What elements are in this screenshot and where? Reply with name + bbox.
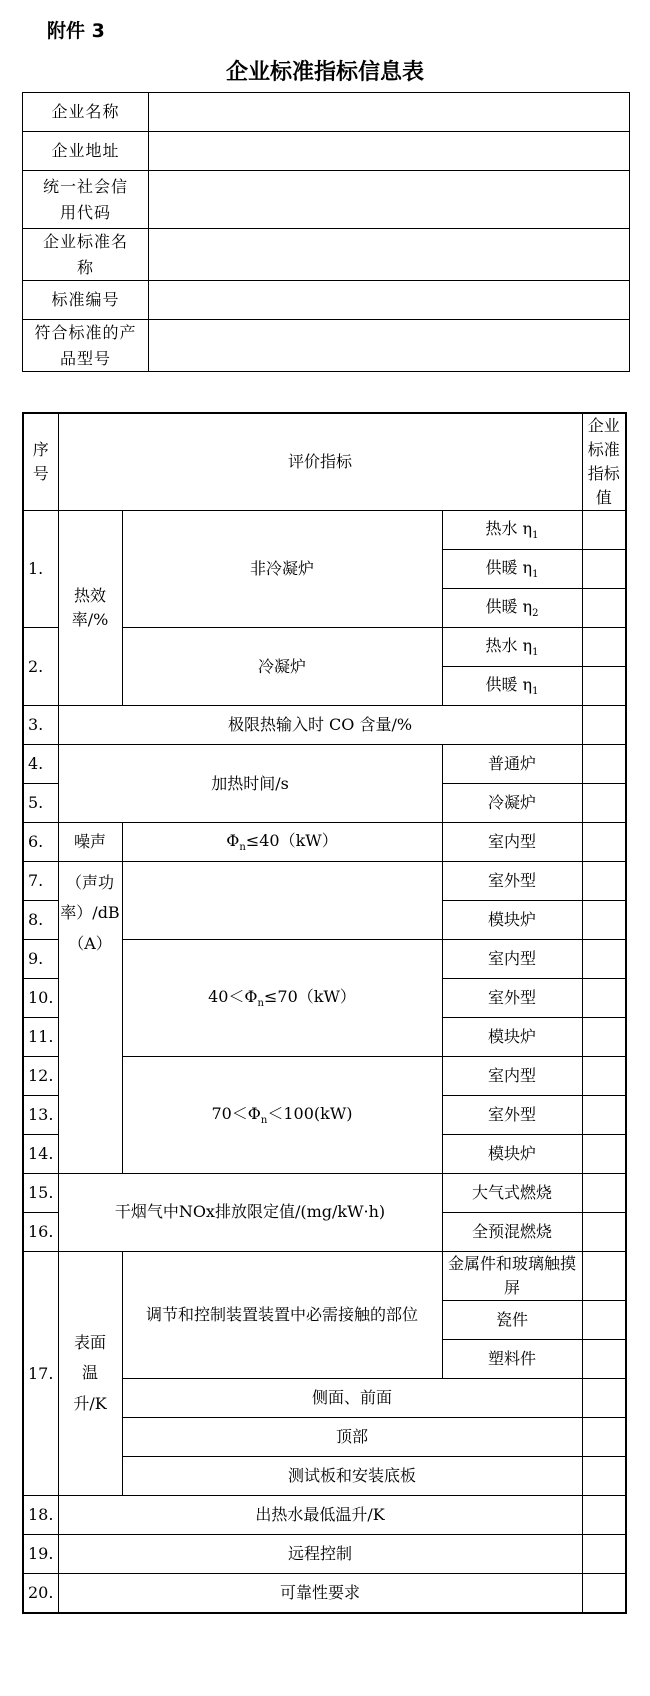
value-cell[interactable]: [582, 1018, 626, 1057]
info-value[interactable]: [149, 171, 630, 229]
item-text: 热水 η: [485, 518, 533, 538]
value-cell[interactable]: [582, 1057, 626, 1096]
item-subscript: 1: [532, 686, 539, 698]
info-value[interactable]: [149, 93, 630, 132]
row-number: 10.: [23, 979, 58, 1018]
subgroup-text: ≤40（kW）: [245, 830, 338, 850]
row-number: 8.: [23, 901, 58, 940]
item-cell: 室内型: [442, 1057, 582, 1096]
row-number: 17.: [23, 1252, 58, 1496]
subgroup-subscript: n: [260, 1115, 268, 1127]
info-label: 统一社会信用代码: [23, 171, 149, 229]
label-cell: 测试板和安装底板: [122, 1457, 582, 1496]
item-cell: [442, 511, 582, 550]
subgroup-cell: [122, 1057, 442, 1174]
item-cell: [442, 667, 582, 706]
subgroup-cell: [122, 940, 442, 1057]
item-cell: [442, 589, 582, 628]
group-cell: 干烟气中NOx排放限定值/(mg/kW·h): [58, 1174, 442, 1252]
row-number: 15.: [23, 1174, 58, 1213]
subgroup-subscript: n: [257, 998, 264, 1010]
value-cell[interactable]: [582, 628, 626, 667]
table-row: [23, 706, 626, 745]
row-number: 5.: [23, 784, 58, 823]
item-text: 供暖 η: [485, 557, 533, 577]
table-row: [23, 511, 626, 550]
label-cell: 极限热输入时 CO 含量/%: [58, 706, 582, 745]
table-row: [23, 1252, 626, 1301]
item-subscript: 1: [532, 569, 539, 581]
row-number: 18.: [23, 1496, 58, 1535]
table-row: [23, 823, 626, 862]
item-subscript: 2: [532, 608, 539, 620]
subgroup-cell: 非冷凝炉: [122, 511, 442, 628]
value-cell[interactable]: [582, 745, 626, 784]
header-value: 企业标准指标值: [582, 413, 626, 511]
value-cell[interactable]: [582, 1379, 626, 1418]
value-cell[interactable]: [582, 1457, 626, 1496]
value-cell[interactable]: [582, 511, 626, 550]
item-cell: 模块炉: [442, 1135, 582, 1174]
value-cell[interactable]: [582, 550, 626, 589]
row-number: 13.: [23, 1096, 58, 1135]
info-row: [23, 132, 630, 171]
info-label: 企业名称: [23, 93, 149, 132]
row-number: 7.: [23, 862, 58, 901]
subgroup-cell: [122, 823, 442, 862]
row-number: 4.: [23, 745, 58, 784]
value-cell[interactable]: [582, 784, 626, 823]
row-number: 3.: [23, 706, 58, 745]
subgroup-cell: 调节和控制装置装置中必需接触的部位: [122, 1252, 442, 1379]
row-number: 14.: [23, 1135, 58, 1174]
info-label: 企业地址: [23, 132, 149, 171]
item-text: 供暖 η: [485, 674, 533, 694]
row-number: 2.: [23, 628, 58, 706]
enterprise-info-table: [22, 92, 630, 372]
item-cell: 金属件和玻璃触摸屏: [442, 1252, 582, 1301]
item-cell: 冷凝炉: [442, 784, 582, 823]
item-subscript: 1: [532, 647, 539, 659]
group-cell: （声功率）/dB（A）: [58, 862, 122, 1174]
info-value[interactable]: [149, 132, 630, 171]
value-cell[interactable]: [582, 1496, 626, 1535]
table-row: [23, 1174, 626, 1213]
info-value[interactable]: [149, 281, 630, 320]
label-cell: 顶部: [122, 1418, 582, 1457]
item-cell: 普通炉: [442, 745, 582, 784]
subgroup-cell: 冷凝炉: [122, 628, 442, 706]
subgroup-text: 40＜Φ: [208, 986, 258, 1006]
value-cell[interactable]: [582, 1301, 626, 1340]
item-cell: [442, 628, 582, 667]
table-row: [23, 1574, 626, 1613]
item-cell: 塑料件: [442, 1340, 582, 1379]
item-text: 热水 η: [485, 635, 533, 655]
indicator-table: [22, 412, 627, 1614]
table-header-row: [23, 413, 626, 511]
value-cell[interactable]: [582, 1535, 626, 1574]
info-label: 符合标准的产品型号: [23, 320, 149, 372]
value-cell[interactable]: [582, 1213, 626, 1252]
info-value[interactable]: [149, 320, 630, 372]
group-cell: 加热时间/s: [58, 745, 442, 823]
subgroup-text: ＜100(kW): [267, 1103, 353, 1123]
group-cell: 热效率/%: [58, 511, 122, 706]
value-cell[interactable]: [582, 1174, 626, 1213]
table-row: [23, 862, 626, 901]
info-row: [23, 281, 630, 320]
value-cell[interactable]: [582, 589, 626, 628]
group-cell: 表面温升/K: [58, 1252, 122, 1496]
page-title: 企业标准指标信息表: [225, 60, 424, 85]
item-text: 供暖 η: [485, 596, 533, 616]
row-number: 9.: [23, 940, 58, 979]
item-cell: 模块炉: [442, 901, 582, 940]
info-row: [23, 229, 630, 281]
item-cell: 模块炉: [442, 1018, 582, 1057]
label-cell: 远程控制: [58, 1535, 582, 1574]
row-number: 1.: [23, 511, 58, 628]
item-cell: 室内型: [442, 823, 582, 862]
value-cell[interactable]: [582, 823, 626, 862]
value-cell[interactable]: [582, 940, 626, 979]
group-cell: 噪声: [58, 823, 122, 862]
attachment-label: 附件 3: [47, 20, 105, 42]
subgroup-text: Φ: [226, 830, 240, 850]
subgroup-text: 70＜Φ: [211, 1103, 261, 1123]
table-row: [23, 1535, 626, 1574]
header-seq: 序号: [23, 413, 58, 511]
value-cell[interactable]: [582, 979, 626, 1018]
value-cell[interactable]: [582, 706, 626, 745]
subgroup-cell: [122, 862, 442, 940]
item-cell: 瓷件: [442, 1301, 582, 1340]
item-cell: 室外型: [442, 1096, 582, 1135]
header-indicator: 评价指标: [58, 413, 582, 511]
table-row: [23, 1496, 626, 1535]
row-number: 11.: [23, 1018, 58, 1057]
label-cell: 出热水最低温升/K: [58, 1496, 582, 1535]
item-cell: 室外型: [442, 862, 582, 901]
row-number: 12.: [23, 1057, 58, 1096]
subgroup-subscript: n: [239, 842, 246, 854]
item-cell: 全预混燃烧: [442, 1213, 582, 1252]
value-cell[interactable]: [582, 1252, 626, 1301]
info-row: [23, 320, 630, 372]
label-cell: 可靠性要求: [58, 1574, 582, 1613]
item-cell: [442, 550, 582, 589]
row-number: 19.: [23, 1535, 58, 1574]
value-cell[interactable]: [582, 901, 626, 940]
value-cell[interactable]: [582, 1418, 626, 1457]
info-row: [23, 171, 630, 229]
table-row: [23, 745, 626, 784]
item-subscript: 1: [532, 530, 539, 542]
item-cell: 室外型: [442, 979, 582, 1018]
value-cell[interactable]: [582, 862, 626, 901]
value-cell[interactable]: [582, 1096, 626, 1135]
info-label: 标准编号: [23, 281, 149, 320]
label-cell: 侧面、前面: [122, 1379, 582, 1418]
row-number: 6.: [23, 823, 58, 862]
info-value[interactable]: [149, 229, 630, 281]
row-number: 16.: [23, 1213, 58, 1252]
item-cell: 室内型: [442, 940, 582, 979]
info-row: [23, 93, 630, 132]
value-cell[interactable]: [582, 1574, 626, 1613]
info-label: 企业标准名称: [23, 229, 149, 281]
value-cell[interactable]: [582, 1135, 626, 1174]
row-number: 20.: [23, 1574, 58, 1613]
subgroup-text: ≤70（kW）: [264, 986, 356, 1006]
value-cell[interactable]: [582, 667, 626, 706]
item-cell: 大气式燃烧: [442, 1174, 582, 1213]
value-cell[interactable]: [582, 1340, 626, 1379]
